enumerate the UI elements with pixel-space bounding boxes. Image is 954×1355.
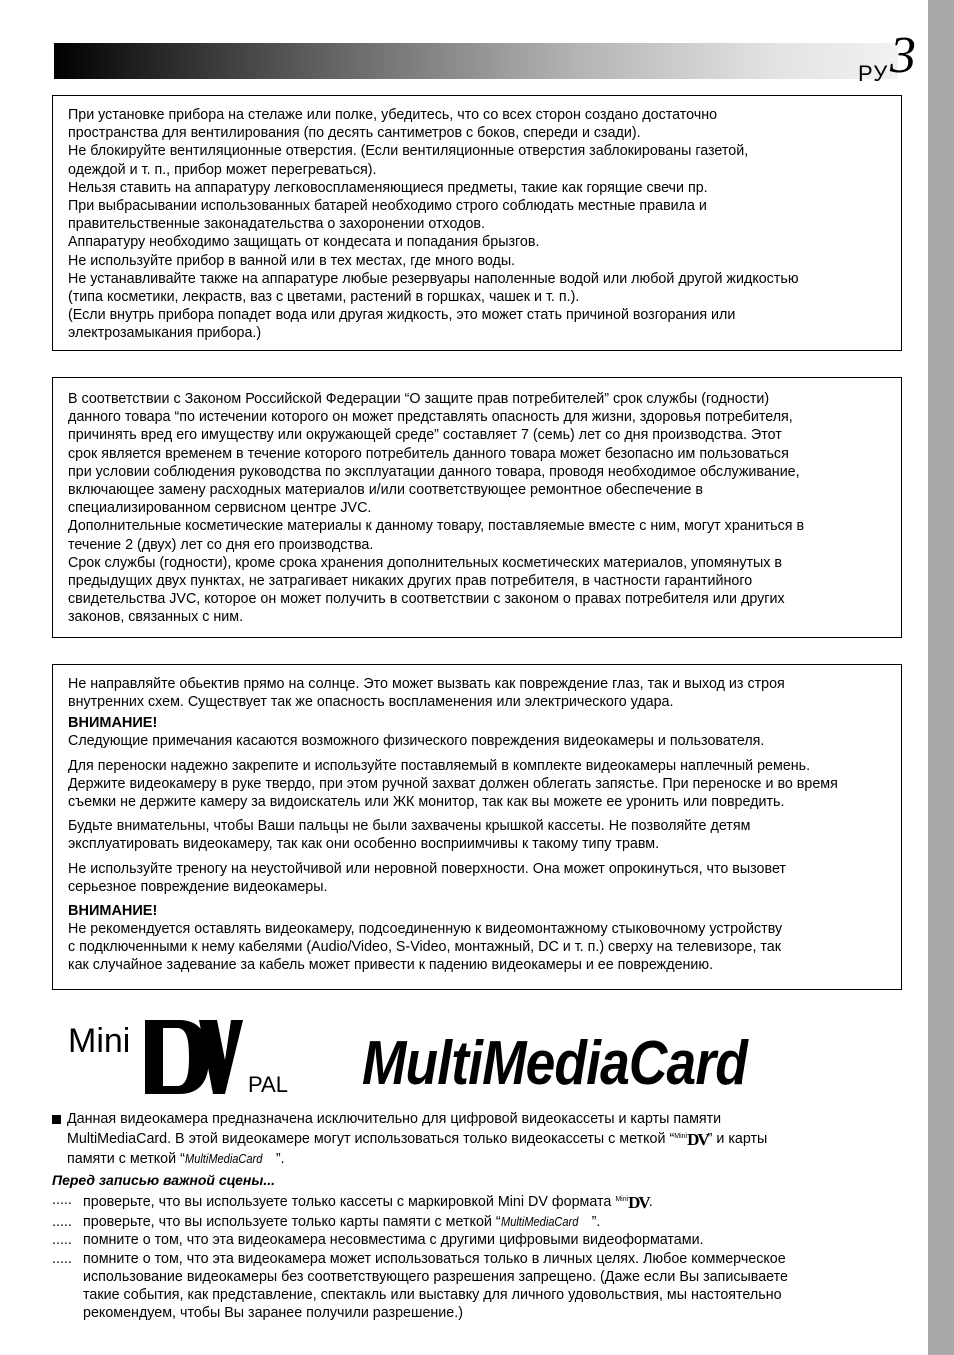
text-line: пространства для вентилирования (по десять сантиметров с боков, спереди и сзади).: [68, 125, 641, 142]
text-span: помните о том, что эта видеокамера несовместима с другими цифровыми видеоформатами.: [83, 1232, 704, 1249]
text-line: Будьте внимательны, чтобы Ваши пальцы не были захвачены крышкой кассеты. Не позволяйте детям: [68, 818, 751, 835]
text-line: при условии соблюдения руководства по эксплуатации данного товара, проводя необходимое обслуживание,: [68, 463, 800, 480]
text-line: Следующие примечания касаются возможного физического повреждения видеокамеры и пользователя.: [68, 733, 765, 750]
multimediacard-mark: MultiMediaCard: [500, 1214, 579, 1230]
text-line: Данная видеокамера предназначена исключительно для цифровой видеокассеты и карты памяти: [67, 1111, 722, 1127]
text-line: помните о том, что эта видеокамера может использоваться только в личных целях. Любое коммерческое: [83, 1250, 786, 1267]
text-line: эксплуатировать видеокамеру, так как они особенно восприимчивы к такому типу травм.: [68, 836, 660, 853]
list-item: [52, 1250, 892, 1323]
text-line: серьезное повреждение видеокамеры.: [68, 878, 328, 895]
caution-heading: ВНИМАНИЕ!: [68, 903, 158, 920]
checklist-title: Перед записью важной сцены...: [52, 1172, 276, 1188]
text-span: ”.: [591, 1214, 601, 1231]
text-line: Не используйте треногу на неустойчивой или неровной поверхности. Она может опрокинуться, что вызовет: [68, 860, 786, 877]
service-life-box: [52, 377, 902, 638]
page-number-digit: 3: [890, 27, 916, 84]
text-line: (Если внутрь прибора попадет вода или другая жидкость, это может стать причиной возгорания или: [68, 307, 736, 324]
text-line: Не рекомендуется оставлять видеокамеру, подсоединенную к видеомонтажному стыковочному устройству: [68, 921, 783, 938]
text-line: Держите видеокамеру в руке твердо, при этом ручной захват должен облегать запястье. При переноске и во время: [68, 775, 838, 792]
text-line: Не устанавливайте также на аппаратуре любые резервуары наполенные водой или любой другой жидкостью: [68, 270, 799, 287]
text-line: При выбрасывании использованных батарей необходимо строго соблюдать местные правила и: [68, 198, 707, 215]
text-line: Нельзя ставить на аппаратуру легковоспламеняющиеся предметы, такие как горящие свечи пр.: [68, 179, 708, 196]
text-line: электрозамыкания прибора.): [68, 325, 262, 342]
text-line: В соответствии с Законом Российской Федерации “О защите прав потребителей” срок службы (годности): [68, 391, 770, 407]
text-line: данного товара “по истечении которого он может представлять опасность для жизни, здоровья потребителя,: [68, 409, 793, 426]
text-line: рекомендуем, чтобы Вы заранее получили разрешение.): [83, 1305, 463, 1322]
caution-heading: ВНИМАНИЕ!: [68, 715, 158, 732]
text-line: внутренних схем. Существует так же опасность воспламенения или электрического удара.: [68, 694, 674, 711]
mini-text: Mini: [615, 1196, 629, 1203]
text-line: как случайное задевание за кабель может привести к падению видеокамеры и ее повреждению.: [68, 957, 714, 974]
pre-recording-checklist: [52, 1191, 892, 1322]
text-span: памяти с меткой “: [67, 1151, 185, 1168]
mini-text: Mini: [674, 1133, 688, 1141]
bullet-square-icon: [52, 1115, 61, 1124]
text-line: свидетельства JVC, которое он может получить в соответствии с законом о правах потребителя или других: [68, 591, 785, 608]
text-line: Не направляйте обьектив прямо на солнце. Это может вызвать как повреждение глаз, так и выход из строя: [68, 676, 785, 692]
text-line: с подключенными к нему кабелями (Audio/Video, S-Video, монтажный, DC и т. п.) сверху на телевизоре, так: [68, 939, 781, 956]
text-line: (типа косметики, лекраств, ваз с цветами, растений в горшках, чашек и т. п.).: [68, 289, 580, 306]
text-line: предыдущих двух пунктах, не затрагивает никаких других прав потребителя, в частности гарантийного: [68, 573, 753, 590]
text-line: такие события, как представление, спектакль или выставку для личного удовольствия, мы настоятельно: [83, 1287, 782, 1304]
paragraph: [68, 817, 885, 853]
multimediacard-logo: MultiMediaCard: [362, 1029, 747, 1098]
text-line: течение 2 (двух) лет со дня его производства.: [68, 536, 374, 553]
text-line: Для переноски надежно закрепите и используйте поставляемый в комплекте видеокамеры наплечный ремень.: [68, 757, 811, 774]
pal-label: PAL: [248, 1072, 288, 1097]
list-item: [52, 1231, 892, 1249]
dv-text: DV: [628, 1193, 649, 1212]
text-line: съемки не держите камеру за видоискатель или ЖК монитор, так как вы можете ее уронить или повредить.: [68, 794, 785, 811]
text-span: MultiMediaCard. В этой видеокамере могут использоваться только видеокассеты с меткой “: [67, 1131, 675, 1148]
paragraph: [68, 757, 885, 812]
text-line: [67, 1128, 882, 1150]
text-line: использование видеокамеры без соответствующего разрешения запрещено. (Даже если Вы записываете: [83, 1268, 788, 1285]
paragraph: [68, 860, 885, 896]
text-line: одеждой и т. п., прибор может перегреваться).: [68, 161, 377, 178]
ventilation-safety-box: [52, 95, 902, 351]
dots-leader: .....: [52, 1192, 72, 1208]
dots-leader: .....: [52, 1250, 72, 1267]
mini-dv-logo-text: Mini: [68, 1022, 131, 1060]
dots-leader: .....: [52, 1232, 72, 1249]
mini-dv-mark-icon: [615, 1191, 648, 1213]
text-span: ” и карты: [707, 1131, 768, 1148]
text-line: [67, 1150, 882, 1168]
text-line: причинять вред его имуществу или окружающей среде” составляет 7 (семь) лет со дня производства. Этот: [68, 427, 782, 444]
compatibility-note: [52, 1110, 882, 1169]
language-code: РУ: [858, 61, 889, 86]
text-line: Не блокируйте вентиляционные отверстия. (Если вентиляционные отверстия заблокированы газетой,: [68, 143, 749, 160]
text-line: срок является временем в течение которого потребитель данного товара может безопасно им пользоваться: [68, 445, 789, 462]
text-span: ”.: [275, 1151, 285, 1168]
page-edge-strip: [928, 0, 954, 1355]
text-line: Аппаратуру необходимо защищать от кондесата и попадания брызгов.: [68, 234, 540, 251]
dv-text: DV: [687, 1130, 708, 1150]
text-line: Срок службы (годности), кроме срока хранения дополнительных косметических материалов, упомянутых в: [68, 554, 783, 571]
text-span: проверьте, что вы используете только карты памяти с меткой “: [83, 1214, 501, 1231]
text-line: включающее замену расходных материалов и/или соответствующее ремонтное обеспечение в: [68, 482, 703, 499]
text-line: правительственные законадательства о захоронении отходов.: [68, 216, 485, 233]
camera-caution-box: [52, 664, 902, 990]
mini-dv-mark-icon: [674, 1128, 707, 1150]
text-line: Не используйте прибор в ванной или в тех местах, где много воды.: [68, 252, 516, 269]
text-line: специализированном сервисном центре JVC.: [68, 500, 372, 517]
text-span: проверьте, что вы используете только кассеты с маркировкой Mini DV формата: [83, 1194, 612, 1210]
list-item: [52, 1191, 892, 1213]
text-line: законов, связанных с ним.: [68, 609, 244, 626]
text-span: .: [648, 1194, 653, 1210]
text-line: Дополнительные косметические материалы к данному товару, поставляемые вместе с ним, могут храниться в: [68, 518, 805, 535]
text-line: При установке прибора на стелаже или полке, убедитесь, что со всех сторон создано достаточно: [68, 107, 718, 123]
dots-leader: .....: [52, 1214, 72, 1231]
list-item: [52, 1213, 892, 1231]
header-gradient-bar: [54, 43, 898, 79]
multimediacard-mark: MultiMediaCard: [184, 1151, 263, 1167]
dv-logo: [143, 1016, 243, 1098]
